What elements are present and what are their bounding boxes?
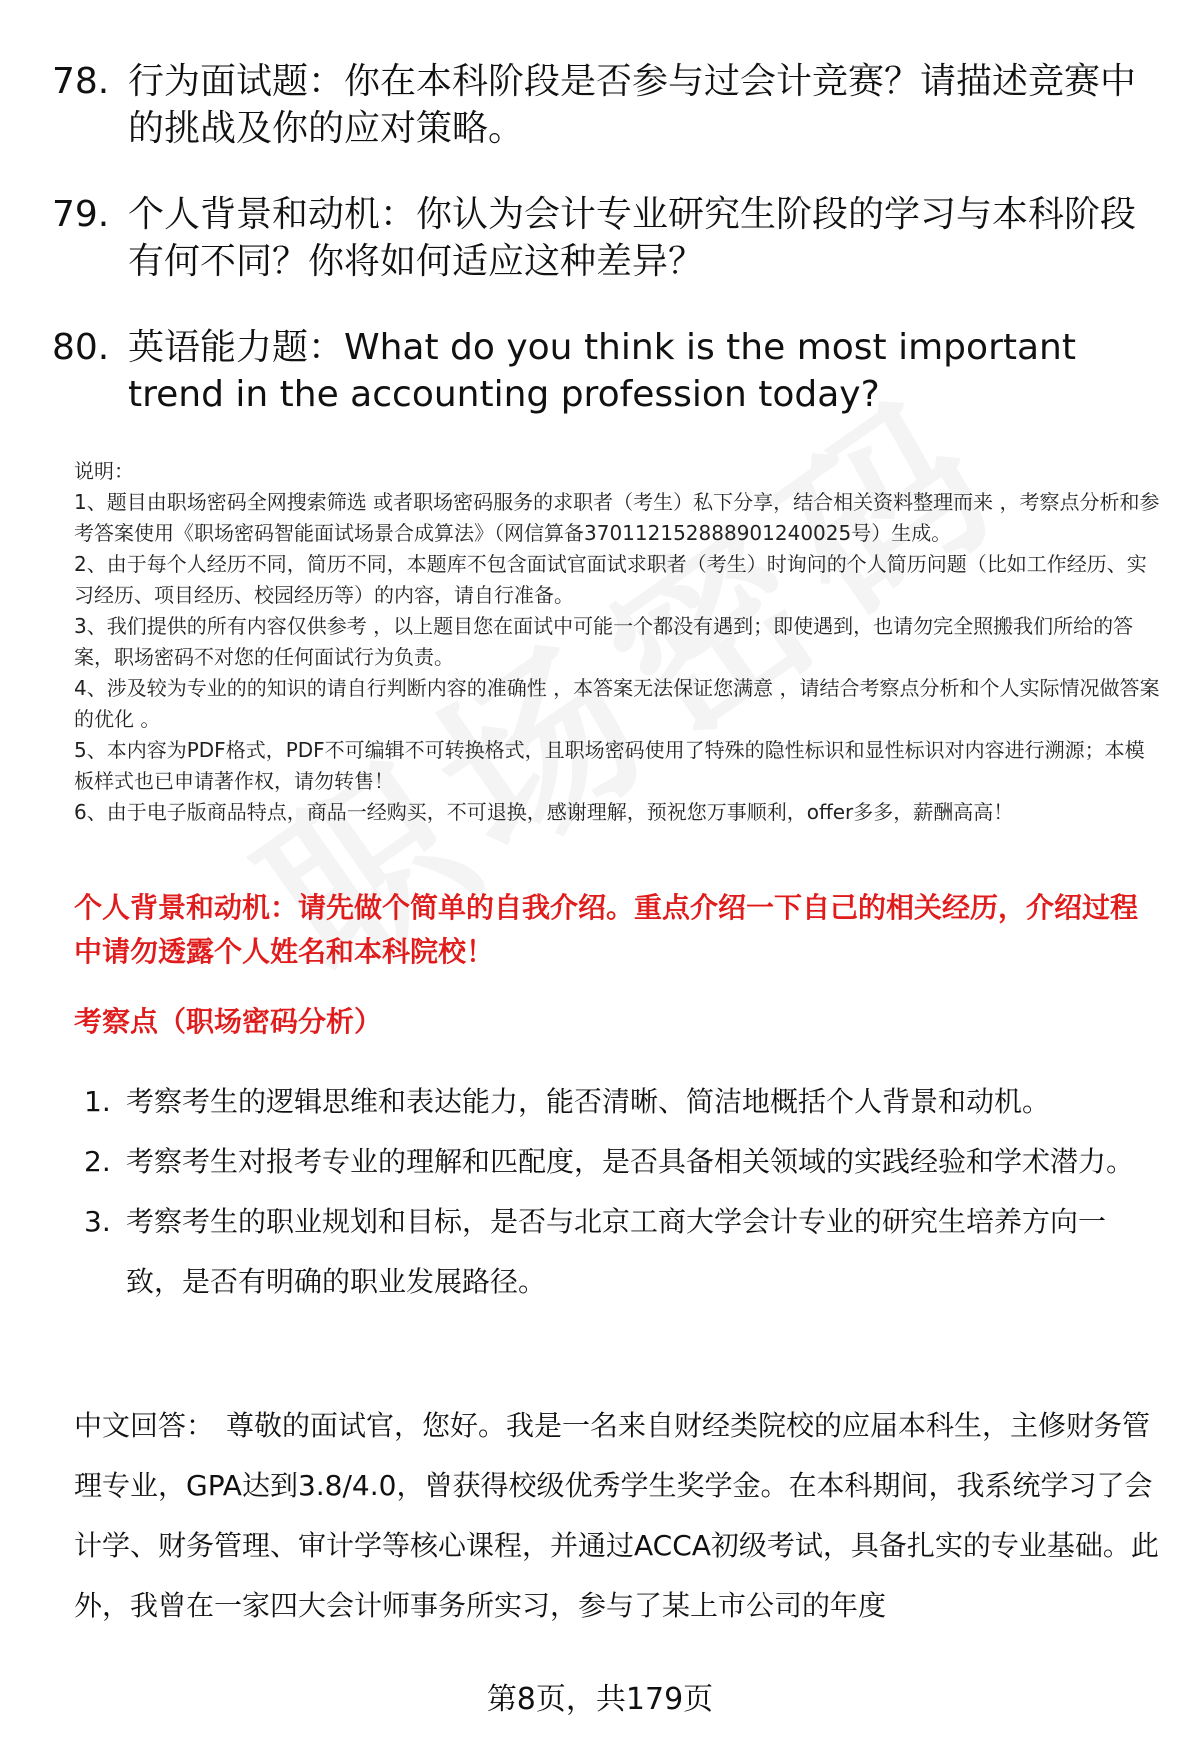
note-item: 1、题目由职场密码全网搜索筛选 或者职场密码服务的求职者（考生）私下分享，结合相关资料整理而来 ，考察点分析和参考答案使用《职场密码智能面试场景合成算法》（网信算备370112152888901240025号）生成。 xyxy=(74,490,1160,545)
point-number: 3. xyxy=(84,1205,111,1238)
note-item: 3、我们提供的所有内容仅供参考 ，以上题目您在面试中可能一个都没有遇到；即使遇到，也请勿完全照搬我们所给的答案，职场密码不对您的任何面试行为负责。 xyxy=(74,614,1134,669)
note-item: 5、本内容为PDF格式，PDF不可编辑不可转换格式，且职场密码使用了特殊的隐性标识和显性标识对内容进行溯源；本模板样式也已申请著作权，请勿转售！ xyxy=(74,738,1145,793)
question-item xyxy=(52,324,1162,418)
note-item: 4、涉及较为专业的的知识的请自行判断内容的准确性 ，本答案无法保证您满意 ，请结合考察点分析和个人实际情况做答案的优化 。 xyxy=(74,676,1160,731)
note-item: 6、由于电子版商品特点，商品一经购买，不可退换，感谢理解，预祝您万事顺利，offer多多，薪酬高高！ xyxy=(74,800,1014,824)
question-item xyxy=(52,191,1162,285)
question-number: 79. xyxy=(52,194,110,235)
question-list xyxy=(52,58,1162,457)
point-number: 1. xyxy=(84,1085,111,1118)
answer-text: 尊敬的面试官，您好。我是一名来自财经类院校的应届本科生，主修财务管理专业，GPA达到3.8/4.0，曾获得校级优秀学生奖学金。在本科期间，我系统学习了会计学、财务管理、审计学等核心课程，并通过ACCA初级考试，具备扎实的专业基础。此外，我曾在一家四大会计师事务所实习，参与了某上市公司的年度 xyxy=(74,1409,1159,1622)
question-number: 80. xyxy=(52,327,110,368)
question-number: 78. xyxy=(52,61,110,102)
analysis-heading: 考察点（职场密码分析） xyxy=(74,1005,383,1038)
answer-label: 中文回答： xyxy=(74,1409,215,1442)
analysis-points xyxy=(84,1072,1160,1312)
notes-title: 说明： xyxy=(74,459,134,483)
analysis-point xyxy=(84,1132,1160,1192)
page-footer: 第8页，共179页 xyxy=(486,1682,714,1717)
point-text: 考察考生的逻辑思维和表达能力，能否清晰、简洁地概括个人背景和动机。 xyxy=(126,1085,1051,1118)
point-number: 2. xyxy=(84,1145,111,1178)
notes-section xyxy=(74,456,1160,828)
question-text: 个人背景和动机：你认为会计专业研究生阶段的学习与本科阶段有何不同？你将如何适应这种差异？ xyxy=(128,194,1137,282)
point-text: 考察考生对报考专业的理解和匹配度，是否具备相关领域的实践经验和学术潜力。 xyxy=(126,1145,1135,1178)
featured-question: 个人背景和动机：请先做个简单的自我介绍。重点介绍一下自己的相关经历，介绍过程中请勿透露个人姓名和本科院校！ xyxy=(74,891,1139,968)
analysis-point xyxy=(84,1192,1160,1312)
chinese-answer xyxy=(74,1396,1160,1636)
question-item xyxy=(52,58,1162,152)
point-text: 考察考生的职业规划和目标，是否与北京工商大学会计专业的研究生培养方向一致，是否有明确的职业发展路径。 xyxy=(126,1205,1107,1298)
note-item: 2、由于每个人经历不同，简历不同，本题库不包含面试官面试求职者（考生）时询问的个人简历问题（比如工作经历、实习经历、项目经历、校园经历等）的内容，请自行准备。 xyxy=(74,552,1147,607)
analysis-point xyxy=(84,1072,1160,1132)
question-text: 行为面试题：你在本科阶段是否参与过会计竞赛？请描述竞赛中的挑战及你的应对策略。 xyxy=(128,61,1137,149)
question-text: 英语能力题：What do you think is the most important trend in the accounting profession today? xyxy=(128,327,1076,415)
